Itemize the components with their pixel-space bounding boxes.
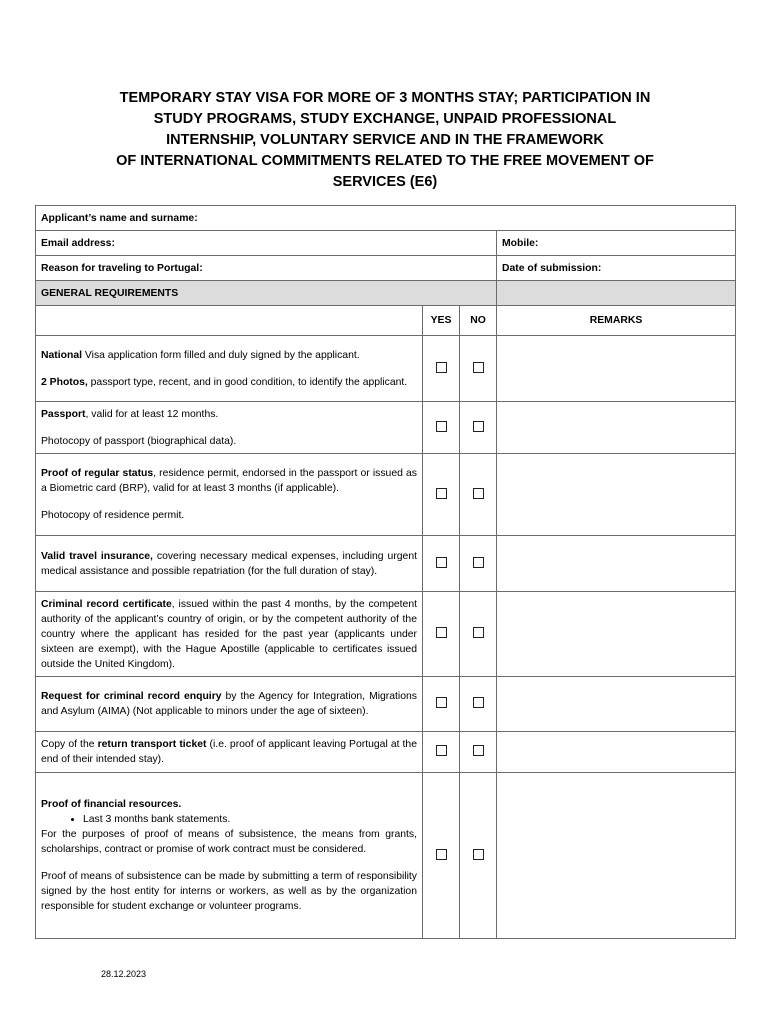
req-text: For the purposes of proof of means of subsistence, the means from grants, scholarships, contract or promise of work contract must be considered. bbox=[41, 829, 417, 855]
title-line: OF INTERNATIONAL COMMITMENTS RELATED TO THE FREE MOVEMENT OF bbox=[116, 153, 654, 169]
email-row bbox=[36, 231, 736, 256]
column-header-row bbox=[36, 306, 736, 336]
yes-checkbox[interactable] bbox=[436, 557, 447, 568]
yes-cell bbox=[423, 592, 460, 677]
no-checkbox[interactable] bbox=[473, 557, 484, 568]
yes-cell bbox=[423, 536, 460, 592]
no-checkbox[interactable] bbox=[473, 745, 484, 756]
no-cell bbox=[460, 454, 497, 536]
title-line: INTERNSHIP, VOLUNTARY SERVICE AND IN THE FRAMEWORK bbox=[166, 132, 604, 148]
remarks-cell[interactable] bbox=[497, 402, 736, 454]
mobile-label: Mobile: bbox=[502, 237, 539, 249]
requirement-row bbox=[36, 454, 736, 536]
applicant-name-label: Applicant’s name and surname: bbox=[41, 212, 198, 224]
section-row bbox=[36, 281, 736, 306]
column-header-yes: YES bbox=[423, 306, 460, 336]
reason-label: Reason for traveling to Portugal: bbox=[41, 262, 203, 274]
req-bold: Criminal record certificate bbox=[41, 598, 172, 610]
req-text: covering necessary medical expenses, including urgent medical assistance and possible repatriation (for the full duration of stay). bbox=[41, 550, 417, 577]
req-bold: National bbox=[41, 349, 82, 361]
remarks-cell[interactable] bbox=[497, 336, 736, 402]
submission-date-field[interactable] bbox=[497, 256, 736, 281]
req-bold: Proof of financial resources. bbox=[41, 799, 182, 810]
reason-row bbox=[36, 256, 736, 281]
no-checkbox[interactable] bbox=[473, 362, 484, 373]
requirements-form bbox=[35, 205, 736, 939]
no-cell bbox=[460, 336, 497, 402]
no-cell bbox=[460, 732, 497, 773]
column-header-empty bbox=[36, 306, 423, 336]
requirement-text bbox=[36, 454, 423, 536]
mobile-field[interactable] bbox=[497, 231, 736, 256]
bullet-item: • Last 3 months bank statements. bbox=[83, 812, 417, 827]
no-cell bbox=[460, 773, 497, 939]
yes-cell bbox=[423, 773, 460, 939]
yes-cell bbox=[423, 454, 460, 536]
applicant-name-field[interactable] bbox=[36, 206, 736, 231]
yes-cell bbox=[423, 732, 460, 773]
no-checkbox[interactable] bbox=[473, 627, 484, 638]
remarks-cell[interactable] bbox=[497, 677, 736, 732]
yes-cell bbox=[423, 677, 460, 732]
req-text: (i.e. proof of applicant leaving Portugal at the end of their intended stay). bbox=[41, 739, 417, 765]
remarks-cell[interactable] bbox=[497, 732, 736, 773]
requirement-text bbox=[36, 732, 423, 773]
yes-checkbox[interactable] bbox=[436, 362, 447, 373]
document-title bbox=[60, 88, 710, 193]
column-header-remarks: REMARKS bbox=[497, 306, 736, 336]
req-text: Copy of the bbox=[41, 739, 98, 750]
no-cell bbox=[460, 402, 497, 454]
req-bold: 2 Photos, bbox=[41, 376, 88, 388]
remarks-cell[interactable] bbox=[497, 536, 736, 592]
remarks-cell[interactable] bbox=[497, 592, 736, 677]
requirement-row bbox=[36, 336, 736, 402]
req-bold: Valid travel insurance, bbox=[41, 550, 153, 562]
section-heading-spacer bbox=[497, 281, 736, 306]
email-field[interactable] bbox=[36, 231, 497, 256]
req-bold: Passport bbox=[41, 408, 86, 420]
yes-checkbox[interactable] bbox=[436, 421, 447, 432]
bullet-list bbox=[41, 812, 417, 827]
title-line: SERVICES (E6) bbox=[332, 174, 438, 190]
req-text: Photocopy of passport (biographical data). bbox=[41, 435, 237, 447]
requirement-text bbox=[36, 336, 423, 402]
no-cell bbox=[460, 592, 497, 677]
no-checkbox[interactable] bbox=[473, 488, 484, 499]
requirement-row bbox=[36, 732, 736, 773]
title-line: STUDY PROGRAMS, STUDY EXCHANGE, UNPAID PROFESSIONAL bbox=[153, 111, 617, 127]
req-bold: Request for criminal record enquiry bbox=[41, 691, 222, 702]
footer-date: 28.12.2023 bbox=[101, 969, 147, 979]
no-checkbox[interactable] bbox=[473, 421, 484, 432]
req-text: Visa application form filled and duly signed by the applicant. bbox=[82, 349, 360, 361]
req-text: , residence permit, endorsed in the passport or issued as a Biometric card (BRP), valid for at least 3 months (if applicable). bbox=[41, 468, 417, 494]
section-heading: GENERAL REQUIREMENTS bbox=[36, 281, 497, 306]
yes-checkbox[interactable] bbox=[436, 745, 447, 756]
reason-field[interactable] bbox=[36, 256, 497, 281]
email-label: Email address: bbox=[41, 237, 115, 249]
requirement-text bbox=[36, 677, 423, 732]
requirement-text bbox=[36, 773, 423, 939]
requirement-row bbox=[36, 592, 736, 677]
requirement-row bbox=[36, 536, 736, 592]
column-header-no: NO bbox=[460, 306, 497, 336]
req-text: Proof of means of subsistence can be made by submitting a term of responsibility signed by the host entity for interns or workers, as well as by the organization responsible for student exchange or volunteer programs. bbox=[41, 871, 417, 912]
requirement-row bbox=[36, 402, 736, 454]
submission-date-label: Date of submission: bbox=[502, 262, 602, 274]
req-text: , valid for at least 12 months. bbox=[85, 408, 219, 420]
no-checkbox[interactable] bbox=[473, 697, 484, 708]
req-bold: return transport ticket bbox=[97, 739, 207, 750]
remarks-cell[interactable] bbox=[497, 773, 736, 939]
requirement-row bbox=[36, 677, 736, 732]
yes-cell bbox=[423, 402, 460, 454]
no-cell bbox=[460, 677, 497, 732]
req-text: by the Agency for Integration, Migrations and Asylum (AIMA) (Not applicable to minors under the age of sixteen). bbox=[41, 691, 417, 717]
requirement-row bbox=[36, 773, 736, 939]
no-cell bbox=[460, 536, 497, 592]
yes-checkbox[interactable] bbox=[436, 627, 447, 638]
yes-checkbox[interactable] bbox=[436, 488, 447, 499]
title-line: TEMPORARY STAY VISA FOR MORE OF 3 MONTHS STAY; PARTICIPATION IN bbox=[119, 90, 651, 106]
yes-checkbox[interactable] bbox=[436, 697, 447, 708]
req-text: Photocopy of residence permit. bbox=[41, 510, 185, 521]
requirement-text bbox=[36, 592, 423, 677]
remarks-cell[interactable] bbox=[497, 454, 736, 536]
requirement-text bbox=[36, 402, 423, 454]
requirement-text bbox=[36, 536, 423, 592]
no-checkbox[interactable] bbox=[473, 849, 484, 860]
req-text: , issued within the past 4 months, by the competent authority of the applicant’s country of origin, or by the competent authority of the country where the applicant has resided for the past year (applicants under sixteen are exempt), with the Hague Apostille (applicable to certificates issued outside the United Kingdom). bbox=[41, 598, 417, 670]
name-row bbox=[36, 206, 736, 231]
req-text: passport type, recent, and in good condition, to identify the applicant. bbox=[87, 376, 408, 388]
yes-cell bbox=[423, 336, 460, 402]
yes-checkbox[interactable] bbox=[436, 849, 447, 860]
req-bold: Proof of regular status bbox=[41, 468, 154, 479]
